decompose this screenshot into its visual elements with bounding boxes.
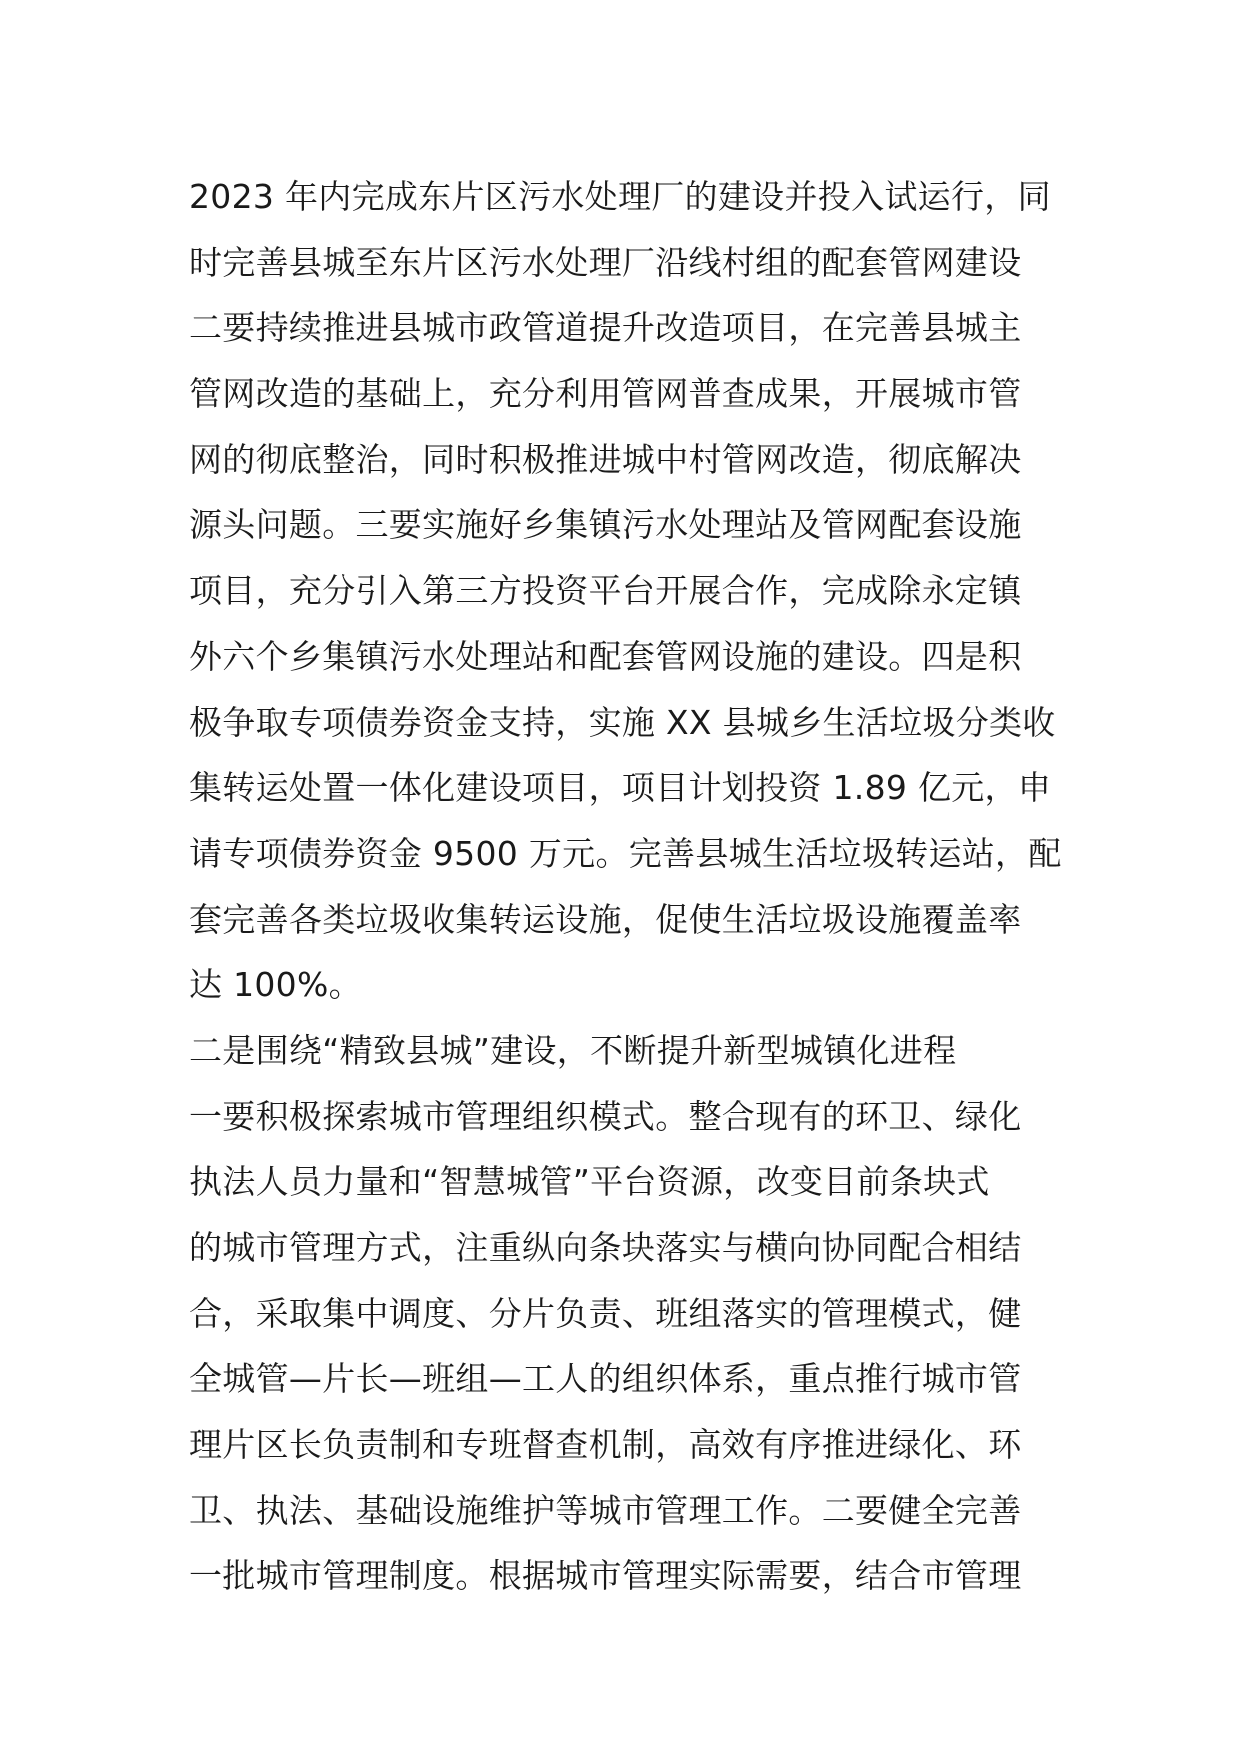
text-line: 卫、执法、基础设施维护等城市管理工作。二要健全完善 — [189, 1490, 1022, 1530]
text-line: 套完善各类垃圾收集转运设施，促使生活垃圾设施覆盖率 — [189, 899, 1022, 939]
text-line: 理片区长负责制和专班督查机制，高效有序推进绿化、环 — [189, 1425, 1022, 1465]
text-line: 一批城市管理制度。根据城市管理实际需要，结合市管理 — [189, 1556, 1022, 1596]
text-line: 的城市管理方式，注重纵向条块落实与横向协同配合相结 — [189, 1228, 1022, 1267]
text-line: 项目，充分引入第三方投资平台开展合作，完成除永定镇 — [189, 571, 1022, 611]
text-line: 一要积极探索城市管理组织模式。整合现有的环卫、绿化 — [189, 1096, 1022, 1136]
text-line: 外六个乡集镇污水处理站和配套管网设施的建设。四是积 — [189, 636, 1022, 676]
text-line: 二要持续推进县城市政管道提升改造项目，在完善县城主 — [189, 308, 1022, 348]
text-line: 请专项债券资金 9500 万元。完善县城生活垃圾转运站，配 — [189, 833, 1062, 873]
body-text — [189, 164, 1069, 1609]
text-line: 网的彻底整治，同时积极推进城中村管网改造，彻底解决 — [189, 439, 1022, 479]
text-line: 集转运处置一体化建设项目，项目计划投资 1.89 亿元，申 — [189, 768, 1052, 808]
text-line: 极争取专项债券资金支持，实施 XX 县城乡生活垃圾分类收 — [189, 702, 1056, 742]
text-line: 2023 年内完成东片区污水处理厂的建设并投入试运行，同 — [189, 177, 1051, 216]
text-line: 时完善县城至东片区污水处理厂沿线村组的配套管网建设 — [189, 242, 1022, 282]
text-line: 管网改造的基础上，充分利用管网普查成果，开展城市管 — [189, 374, 1022, 414]
text-line: 达 100%。 — [189, 965, 362, 1005]
text-line: 执法人员力量和“智慧城管”平台资源，改变目前条块式 — [189, 1162, 990, 1202]
text-line: 源头问题。三要实施好乡集镇污水处理站及管网配套设施 — [189, 505, 1022, 545]
text-line: 合，采取集中调度、分片负责、班组落实的管理模式，健 — [189, 1293, 1022, 1333]
text-line: 全城管—片长—班组—工人的组织体系，重点推行城市管 — [189, 1359, 1022, 1399]
section-heading: 二是围绕“精致县城”建设，不断提升新型城镇化进程 — [189, 1030, 957, 1070]
